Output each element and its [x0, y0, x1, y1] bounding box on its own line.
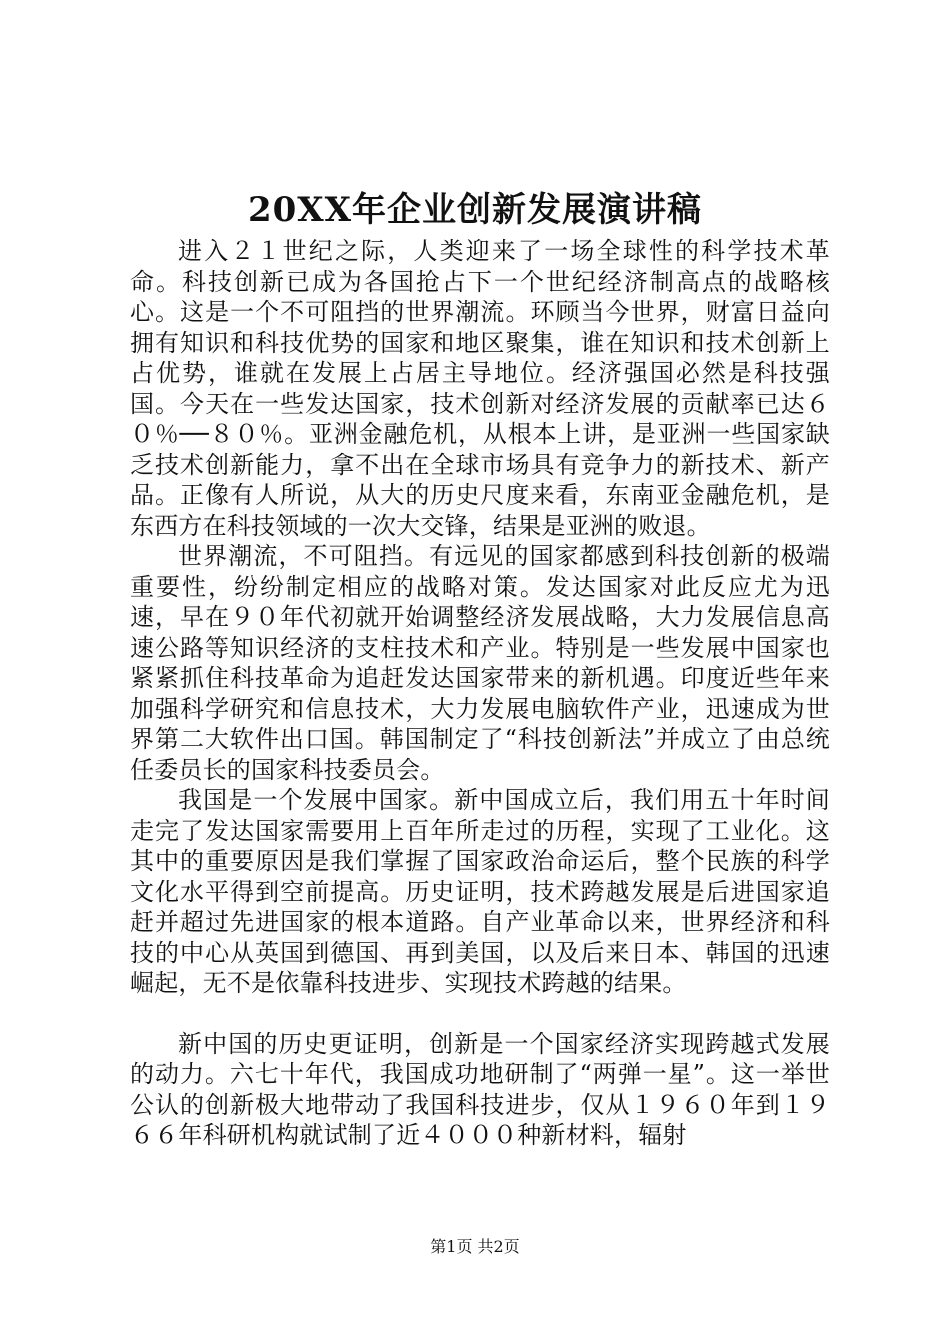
- paragraph-4: 新中国的历史更证明，创新是一个国家经济实现跨越式发展的动力。六七十年代，我国成功地研制了“两弹一星”。这一举世公认的创新极大地带动了我国科技进步，仅从１９６０年到１９６６年科研机构就试制了近４０００种新材料，辐射: [130, 1029, 830, 1149]
- paragraph-1: 进入２１世纪之际，人类迎来了一场全球性的科学技术革命。科技创新已成为各国抢占下一个世纪经济制高点的战略核心。这是一个不可阻挡的世界潮流。环顾当今世界，财富日益向拥有知识和科技优势的国家和地区聚集，谁在知识和技术创新上占优势，谁就在发展上占居主导地位。经济强国必然是科技强国。今天在一些发达国家，技术创新对经济发展的贡献率已达６０％──８０％。亚洲金融危机，从根本上讲，是亚洲一些国家缺乏技术创新能力，拿不出在全球市场具有竞争力的新技术、新产品。正像有人所说，从大的历史尺度来看，东南亚金融危机，是东西方在科技领域的一次大交锋，结果是亚洲的败退。: [130, 237, 830, 540]
- page-number-footer: 第1页 共2页: [430, 1237, 520, 1256]
- document-body: [130, 236, 830, 1151]
- document-title: 20XX年企业创新发展演讲稿: [247, 190, 703, 230]
- paragraph-3: 我国是一个发展中国家。新中国成立后，我们用五十年时间走完了发达国家需要用上百年所走过的历程，实现了工业化。这其中的重要原因是我们掌握了国家政治命运后，整个民族的科学文化水平得到空前提高。历史证明，技术跨越发展是后进国家追赶并超过先进国家的根本道路。自产业革命以来，世界经济和科技的中心从英国到德国、再到美国，以及后来日本、韩国的迅速崛起，无不是依靠科技进步、实现技术跨越的结果。: [130, 786, 830, 997]
- paragraph-2: 世界潮流，不可阻挡。有远见的国家都感到科技创新的极端重要性，纷纷制定相应的战略对策。发达国家对此反应尤为迅速，早在９０年代初就开始调整经济发展战略，大力发展信息高速公路等知识经济的支柱技术和产业。特别是一些发展中国家也紧紧抓住科技革命为追赶发达国家带来的新机遇。印度近些年来加强科学研究和信息技术，大力发展电脑软件产业，迅速成为世界第二大软件出口国。韩国制定了“科技创新法”并成立了由总统任委员长的国家科技委员会。: [130, 542, 830, 784]
